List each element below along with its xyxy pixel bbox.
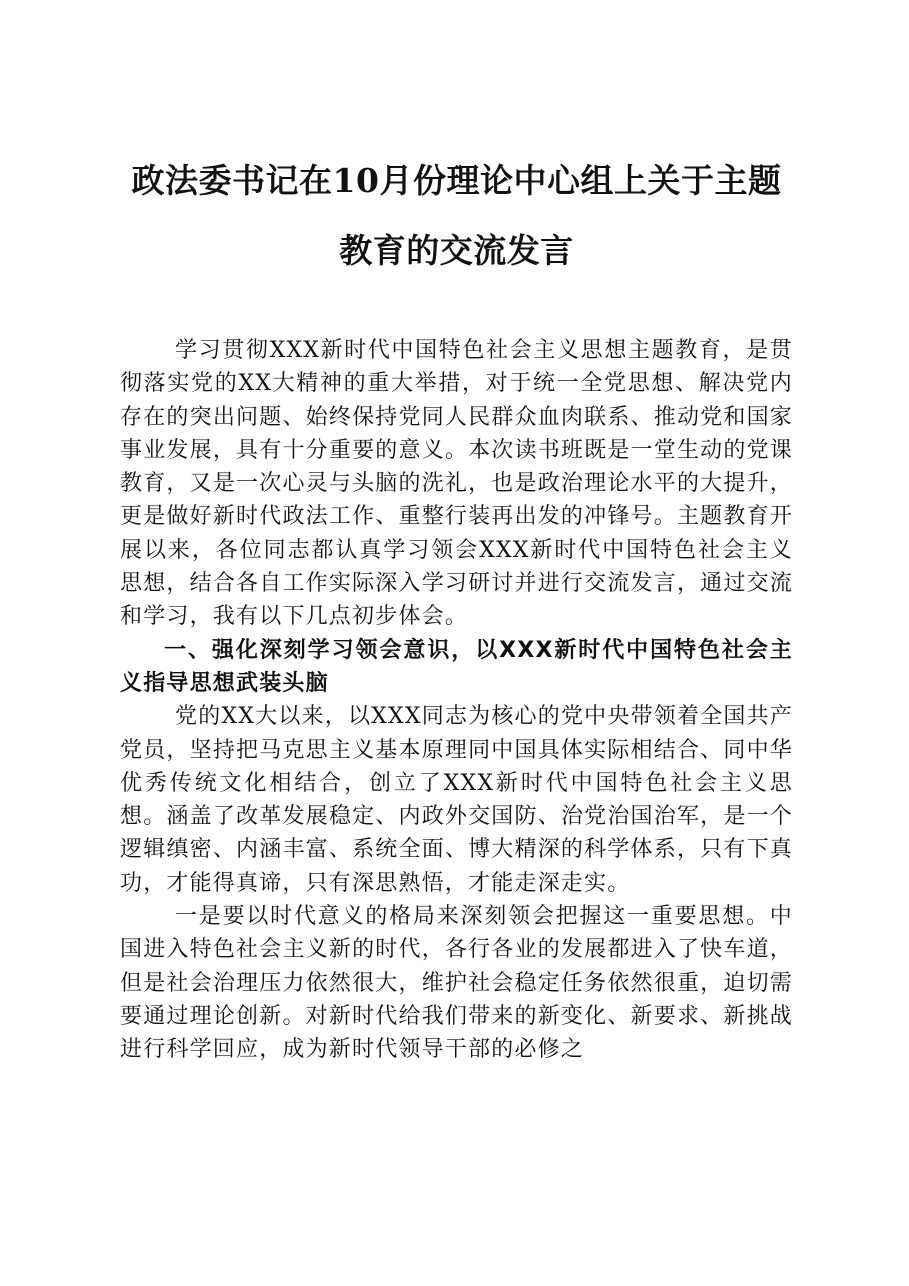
document-body xyxy=(120,334,793,1067)
title-line-1: 政法委书记在10月份理论中心组上关于主题 xyxy=(131,161,782,200)
document-title xyxy=(120,146,793,286)
body-paragraph-3: 一是要以时代意义的格局来深刻领会把握这一重要思想。中国进入特色社会主义新的时代，各行各业的发展都进入了快车道，但是社会治理压力依然很大，维护社会稳定任务依然很重，迫切需要通过理论创新。对新时代给我们带来的新变化、新要求、新挑战进行科学回应，成为新时代领导干部的必修之 xyxy=(120,904,793,1063)
body-paragraph-2: 党的XX大以来，以XXX同志为核心的党中央带领着全国共产党员，坚持把马克思主义基本原理同中国具体实际相结合、同中华优秀传统文化相结合，创立了XXX新时代中国特色社会主义思想。涵盖了改革发展稳定、内政外交国防、治党治国治军，是一个逻辑缜密、内涵丰富、系统全面、博大精深的科学体系，只有下真功，才能得真谛，只有深思熟悟，才能走深走实。 xyxy=(120,704,793,896)
section-heading-1: 一、强化深刻学习领会意识，以XXX新时代中国特色社会主义指导思想武装头脑 xyxy=(120,637,793,696)
body-paragraph-intro: 学习贯彻XXX新时代中国特色社会主义思想主题教育，是贯彻落实党的XX大精神的重大举措，对于统一全党思想、解决党内存在的突出问题、始终保持党同人民群众血肉联系、推动党和国家事业发展，具有十分重要的意义。本次读书班既是一堂生动的党课教育，又是一次心灵与头脑的洗礼，也是政治理论水平的大提升，更是做好新时代政法工作、重整行装再出发的冲锋号。主题教育开展以来，各位同志都认真学习领会XXX新时代中国特色社会主义思想，结合各自工作实际深入学习研讨并进行交流发言，通过交流和学习，我有以下几点初步体会。 xyxy=(120,338,793,630)
title-line-2: 教育的交流发言 xyxy=(339,231,574,270)
